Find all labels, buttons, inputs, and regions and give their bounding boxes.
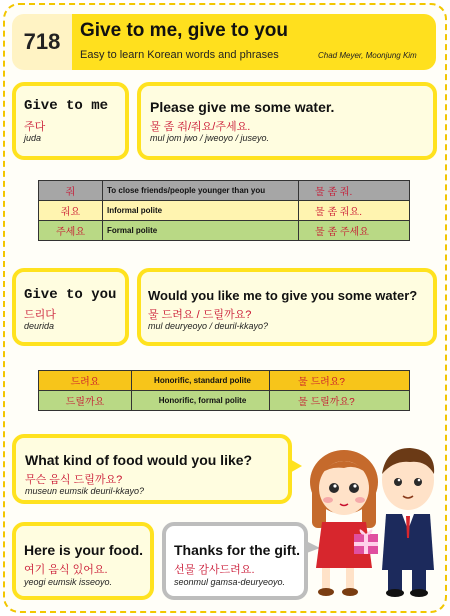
table-row: [39, 371, 410, 391]
bubble-tail: [288, 458, 302, 474]
table-row: [39, 181, 410, 201]
table-row: [39, 391, 410, 411]
conjugation-table-deurida: [38, 370, 410, 411]
man-character: [382, 448, 434, 597]
keyword-korean: 드리다: [24, 309, 56, 321]
table-cell-example: 물 좀 줘.: [299, 181, 410, 201]
sentence-korean: 물 좀 줘/줘요/주세요.: [150, 121, 251, 133]
sentence-korean: 여기 음식 있어요.: [24, 564, 108, 576]
sentence-romanization: yeogi eumsik isseoyo.: [24, 577, 113, 587]
sentence-english: Thanks for the gift.: [174, 542, 300, 558]
speech-bubble-here-food: [12, 522, 154, 600]
woman-character: [310, 450, 378, 596]
keyword-romanization: juda: [24, 133, 42, 143]
table-cell-example: 물 드려요?: [270, 371, 410, 391]
page-title: Give to me, give to you: [80, 20, 288, 41]
sentence-english: Please give me some water.: [150, 99, 335, 115]
table-cell-example: 물 좀 주세요: [299, 221, 410, 241]
page-subtitle: Easy to learn Korean words and phrases: [80, 49, 279, 61]
keyword-label: Give to you: [24, 287, 117, 303]
table-cell-usage: To close friends/people younger than you: [103, 181, 299, 201]
sentence-box-give-me-water: [137, 82, 437, 160]
sentence-english: Would you like me to give you some water?: [148, 288, 418, 303]
table-cell-usage: Honorific, standard polite: [132, 371, 270, 391]
sentence-romanization: seonmul gamsa-deuryeoyo.: [174, 577, 286, 587]
author-credit: Chad Meyer, Moonjung Kim: [318, 51, 417, 60]
sentence-romanization: museun eumsik deuril-kkayo?: [25, 486, 145, 496]
keyword-box-give-to-you: [12, 268, 129, 346]
sentence-english: What kind of food would you like?: [25, 452, 253, 468]
table-cell-example: 물 드릴까요?: [270, 391, 410, 411]
sentence-korean: 물 드려요 / 드릴까요?: [148, 309, 252, 321]
sentence-korean: 선물 감사드려요.: [174, 564, 255, 576]
table-cell-example: 물 좀 줘요.: [299, 201, 410, 221]
sentence-romanization: mul jom jwo / jweoyo / juseyo.: [150, 133, 270, 143]
keyword-romanization: deurida: [24, 321, 55, 331]
sentence-korean: 무슨 음식 드릴까요?: [25, 474, 123, 486]
table-cell-form: 드릴까요: [39, 391, 132, 411]
speech-bubble-thanks-gift: [162, 522, 308, 600]
table-cell-form: 줘요: [39, 201, 103, 221]
keyword-box-give-to-me: [12, 82, 129, 160]
couple-illustration: [306, 430, 444, 600]
table-cell-usage: Formal polite: [103, 221, 299, 241]
keyword-label: Give to me: [24, 98, 109, 114]
keyword-korean: 주다: [24, 121, 46, 133]
table-cell-form: 줘: [39, 181, 103, 201]
table-cell-usage: Informal polite: [103, 201, 299, 221]
sentence-box-give-you-water: [137, 268, 437, 346]
table-cell-form: 드려요: [39, 371, 132, 391]
table-row: [39, 201, 410, 221]
sentence-romanization: mul deuryeoyo / deuril-kkayo?: [148, 321, 269, 331]
conjugation-table-juda: [38, 180, 410, 241]
table-row: [39, 221, 410, 241]
table-cell-form: 주세요: [39, 221, 103, 241]
table-cell-usage: Honorific, formal polite: [132, 391, 270, 411]
sentence-english: Here is your food.: [24, 542, 144, 558]
speech-bubble-what-food: [12, 434, 292, 504]
lesson-number: 718: [12, 14, 72, 70]
